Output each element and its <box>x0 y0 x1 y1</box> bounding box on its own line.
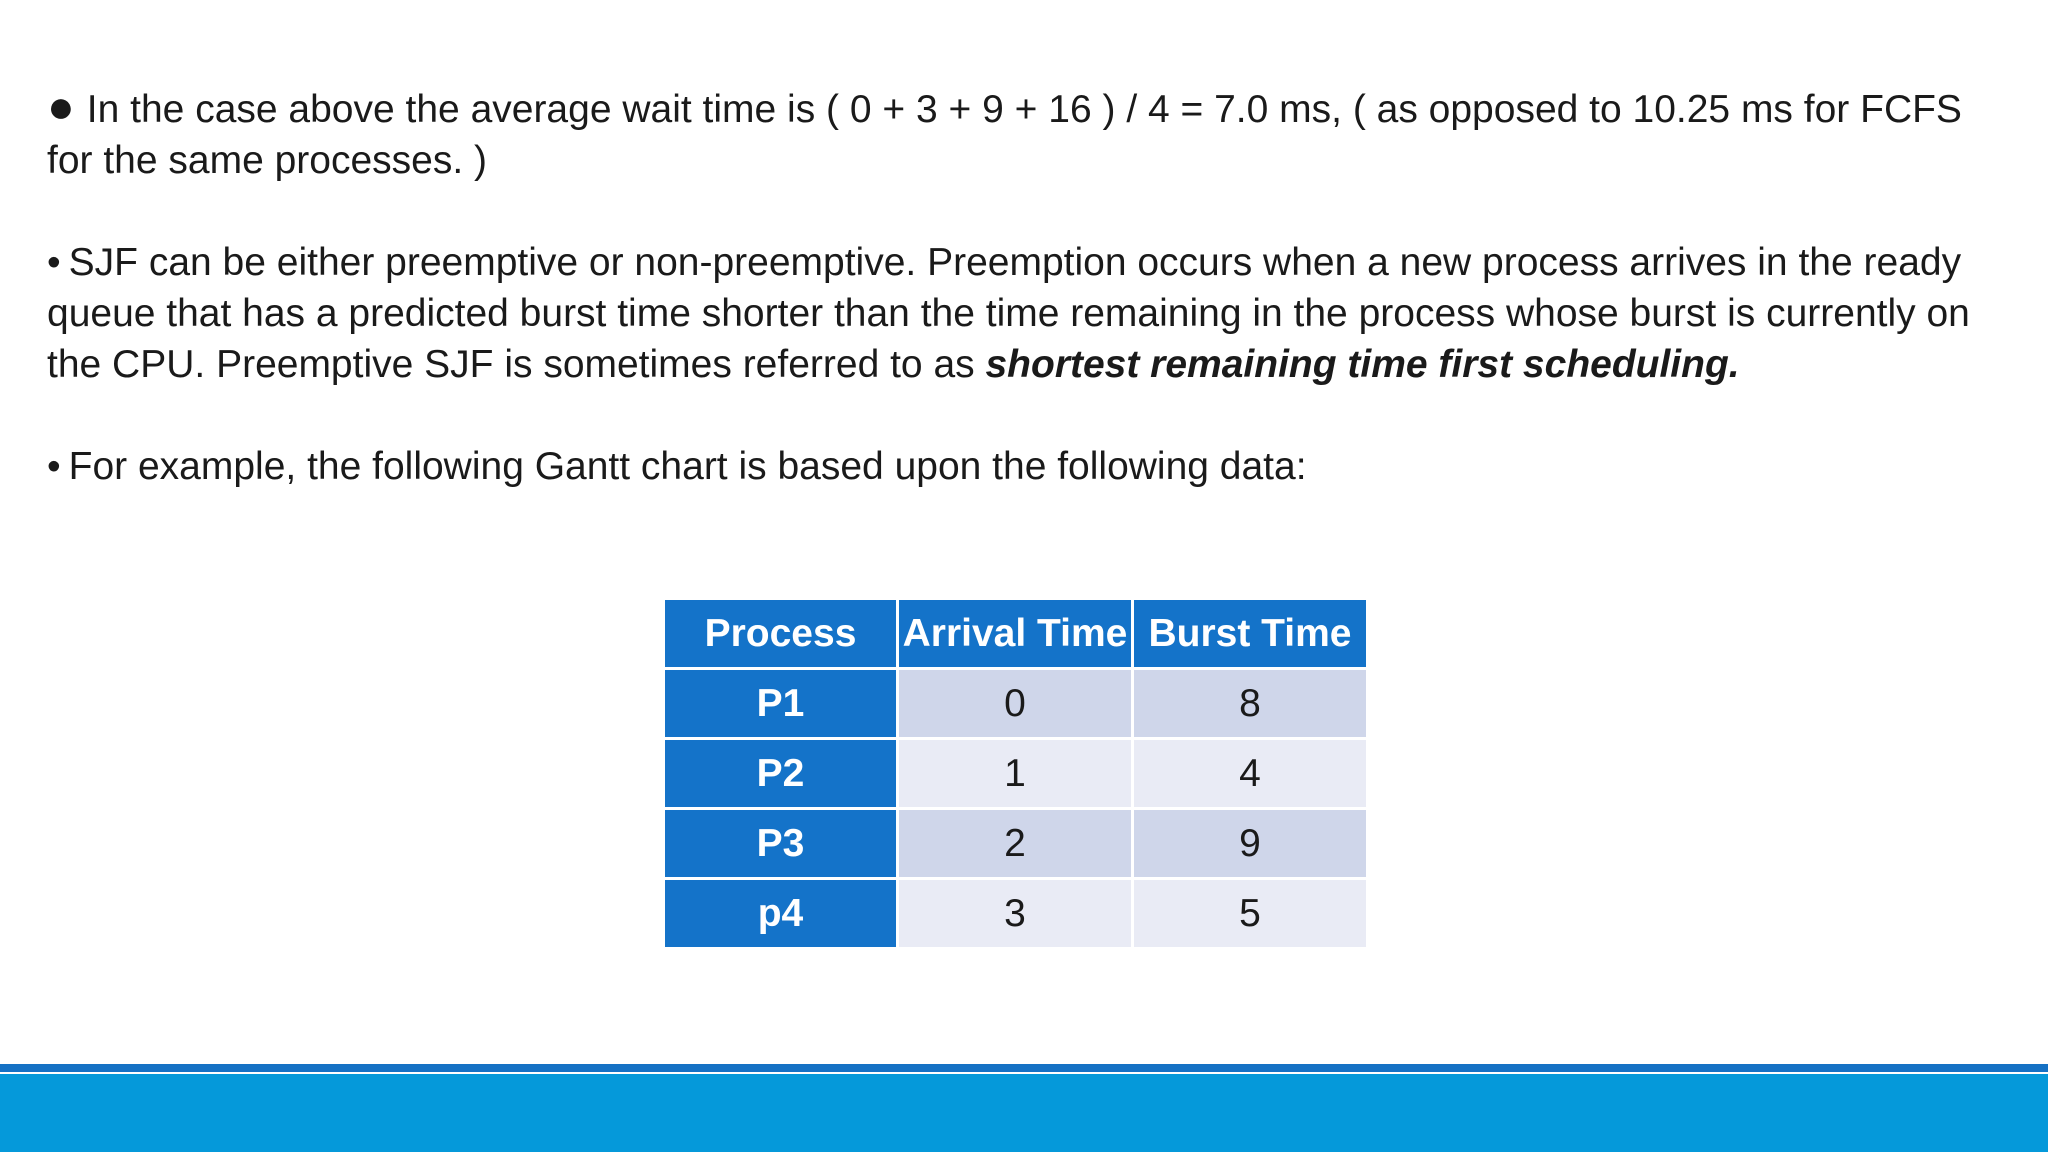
cell-burst-time: 8 <box>1133 669 1368 739</box>
table-row <box>664 739 1368 809</box>
paragraph-text: SJF can be either preemptive or non-preemptive. Preemption occurs when a new process arrives in the ready queue that has a predicted burst time shorter than the time remaining in the process whose burst is currently on the CPU. Preemptive SJF is sometimes referred to as <box>47 241 1970 386</box>
header-process: Process <box>664 599 898 669</box>
cell-process: p4 <box>664 879 898 949</box>
emphasis-text: shortest remaining time first scheduling. <box>985 343 1740 386</box>
bullet-icon: • <box>47 241 61 284</box>
paragraph-text: In the case above the average wait time is ( 0 + 3 + 9 + 16 ) / 4 = 7.0 ms, ( as opposed to 10.25 ms for FCFS for the same processes. ) <box>47 88 1962 182</box>
table-row <box>664 669 1368 739</box>
cell-burst-time: 4 <box>1133 739 1368 809</box>
cell-process: P2 <box>664 739 898 809</box>
cell-process: P3 <box>664 809 898 879</box>
cell-arrival-time: 2 <box>898 809 1133 879</box>
cell-process: P1 <box>664 669 898 739</box>
header-burst-time: Burst Time <box>1133 599 1368 669</box>
cell-burst-time: 9 <box>1133 809 1368 879</box>
table-header-row <box>664 599 1368 669</box>
cell-arrival-time: 0 <box>898 669 1133 739</box>
table-row <box>664 879 1368 949</box>
paragraph-text: For example, the following Gantt chart is based upon the following data: <box>68 445 1307 488</box>
cell-arrival-time: 3 <box>898 879 1133 949</box>
bullet-icon: • <box>47 445 61 488</box>
process-data-table <box>662 597 1369 950</box>
paragraph-sjf-preemption <box>47 237 2007 390</box>
paragraph-average-wait <box>47 81 2007 186</box>
footer-accent-line <box>0 1064 2048 1072</box>
cell-burst-time: 5 <box>1133 879 1368 949</box>
footer-bar <box>0 1074 2048 1152</box>
header-arrival-time: Arrival Time <box>898 599 1133 669</box>
bullet-icon: ● <box>47 80 75 132</box>
table-row <box>664 809 1368 879</box>
paragraph-gantt-example <box>47 441 2007 492</box>
cell-arrival-time: 1 <box>898 739 1133 809</box>
